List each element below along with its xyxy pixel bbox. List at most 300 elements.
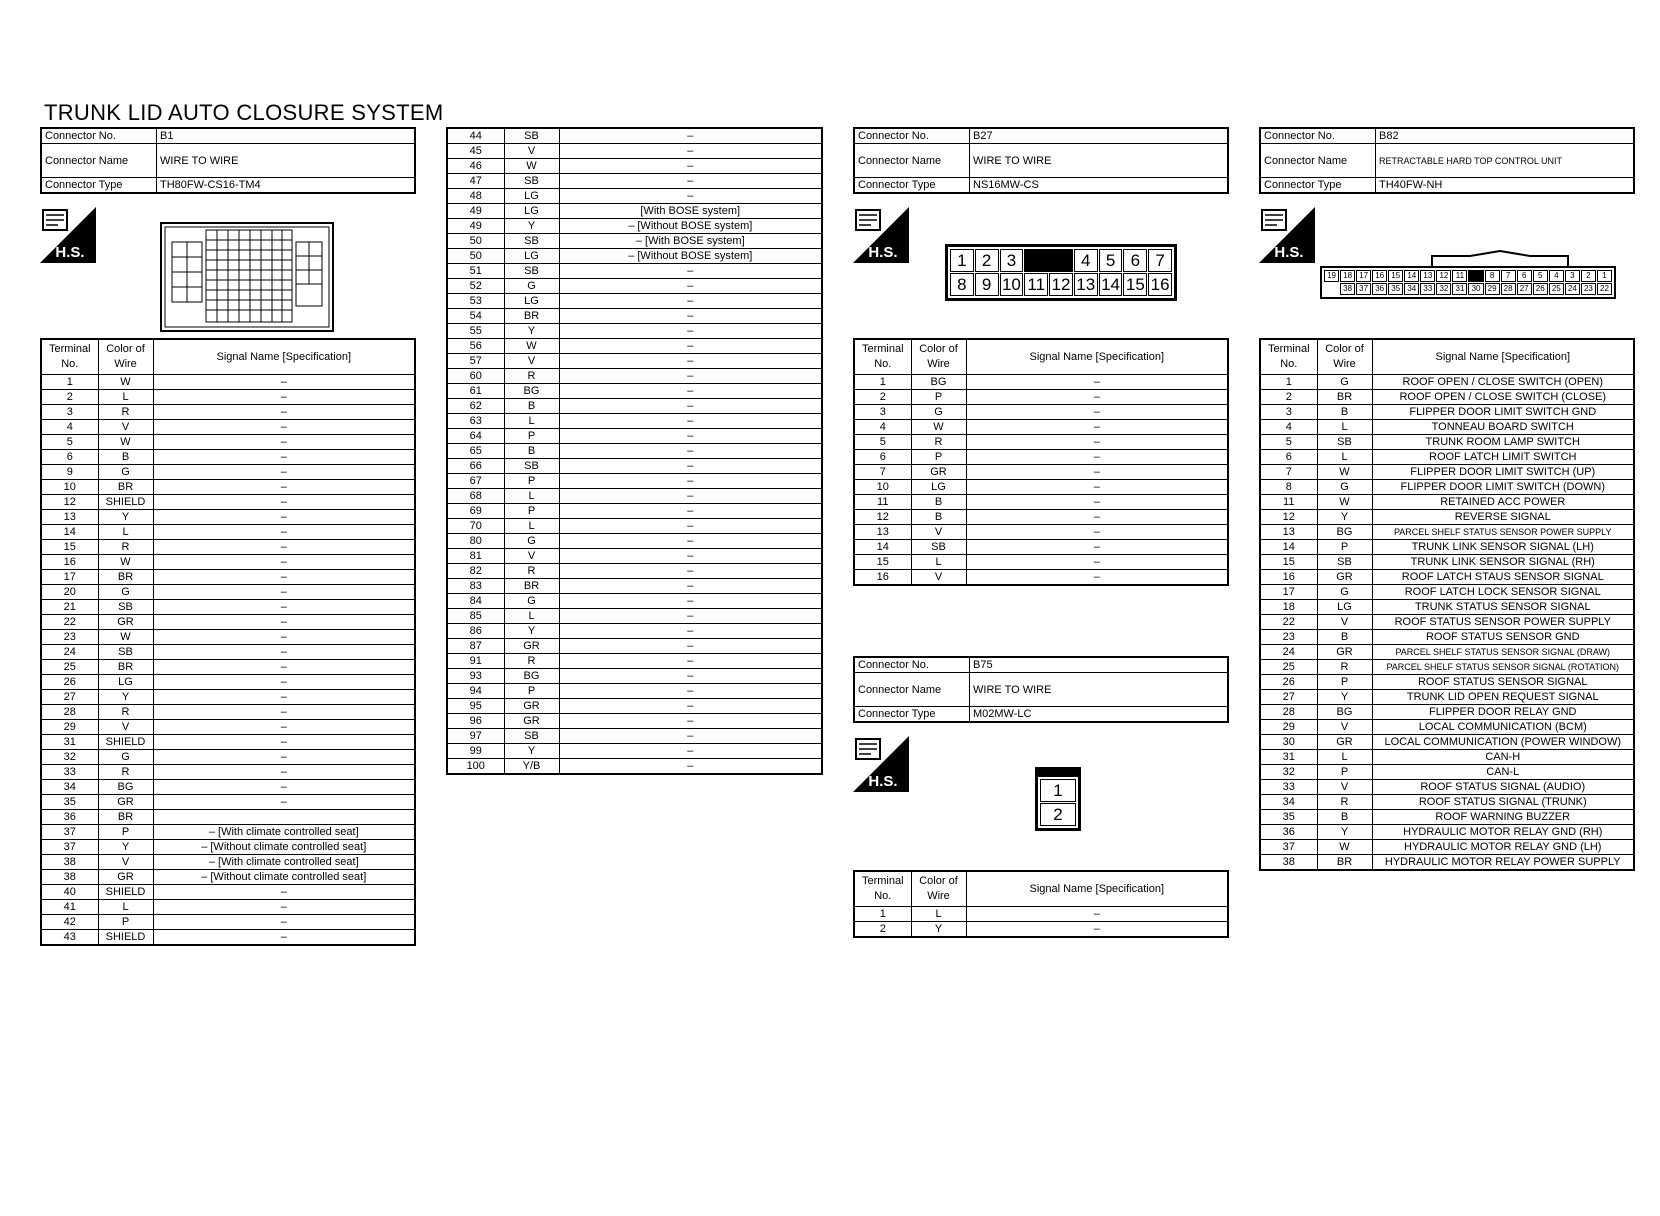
- table-row: [41, 600, 415, 615]
- table-row: [41, 870, 415, 885]
- wire-color: BR: [504, 579, 559, 594]
- wire-color: L: [98, 390, 153, 405]
- signal-name: –: [153, 405, 415, 420]
- signal-name: –: [559, 444, 822, 459]
- wire-color: SB: [504, 234, 559, 249]
- table-row: [447, 219, 822, 234]
- table-row: [41, 750, 415, 765]
- wire-color: BG: [911, 375, 966, 390]
- table-row: [447, 474, 822, 489]
- table-row: [447, 354, 822, 369]
- b82-connector-face-diagram: [1320, 266, 1616, 299]
- page-title: TRUNK LID AUTO CLOSURE SYSTEM: [44, 100, 444, 125]
- signal-name: HYDRAULIC MOTOR RELAY GND (LH): [1372, 840, 1634, 855]
- signal-name: – [With BOSE system]: [559, 234, 822, 249]
- signal-name: TONNEAU BOARD SWITCH: [1372, 420, 1634, 435]
- b27-connector-info: [853, 127, 1229, 194]
- wire-color: P: [98, 825, 153, 840]
- terminal-no: 6: [1260, 450, 1317, 465]
- terminal-no: 20: [41, 585, 98, 600]
- table-row: [1260, 780, 1634, 795]
- table-row: [854, 405, 1228, 420]
- table-row: [447, 684, 822, 699]
- table-row: [41, 555, 415, 570]
- connector-pin: 16: [1372, 270, 1387, 282]
- wire-color: Y: [911, 922, 966, 938]
- signal-name: FLIPPER DOOR LIMIT SWITCH (DOWN): [1372, 480, 1634, 495]
- terminal-no: 13: [1260, 525, 1317, 540]
- terminal-no: 11: [1260, 495, 1317, 510]
- signal-name: HYDRAULIC MOTOR RELAY POWER SUPPLY: [1372, 855, 1634, 871]
- signal-name: –: [153, 795, 415, 810]
- terminal-no: 15: [41, 540, 98, 555]
- terminal-no: 47: [447, 174, 504, 189]
- table-row: [1260, 585, 1634, 600]
- wire-color: Y: [504, 744, 559, 759]
- connector-pin: 34: [1404, 283, 1419, 295]
- table-row: [447, 128, 822, 144]
- table-row: [41, 585, 415, 600]
- connector-pin: 1: [1597, 270, 1612, 282]
- wire-color: BR: [98, 480, 153, 495]
- terminal-no: 31: [41, 735, 98, 750]
- terminal-no: 4: [41, 420, 98, 435]
- wire-color: L: [98, 900, 153, 915]
- table-row: [41, 630, 415, 645]
- signal-name: HYDRAULIC MOTOR RELAY GND (RH): [1372, 825, 1634, 840]
- terminal-no: 81: [447, 549, 504, 564]
- signal-name: –: [559, 624, 822, 639]
- wire-color: Y: [504, 324, 559, 339]
- wire-color: P: [504, 684, 559, 699]
- terminal-no: 63: [447, 414, 504, 429]
- wire-color: Y/B: [504, 759, 559, 775]
- terminal-no: 31: [1260, 750, 1317, 765]
- wire-color: G: [911, 405, 966, 420]
- table-row: [1260, 465, 1634, 480]
- table-row: [854, 420, 1228, 435]
- wire-color: V: [504, 144, 559, 159]
- table-row: [447, 234, 822, 249]
- hs-icon: [40, 207, 96, 263]
- connector-pin: 6: [1123, 249, 1147, 272]
- signal-name: –: [153, 645, 415, 660]
- b27-terminal-table: [853, 338, 1229, 586]
- wire-color: B: [911, 510, 966, 525]
- signal-name: –: [559, 429, 822, 444]
- table-row: [1260, 615, 1634, 630]
- table-row: [41, 855, 415, 870]
- signal-name: –: [559, 759, 822, 775]
- terminal-no: 1: [854, 375, 911, 390]
- wire-color: G: [504, 594, 559, 609]
- connector-pin: 13: [1074, 273, 1098, 296]
- terminal-no: 14: [41, 525, 98, 540]
- connector-pin: 2: [1040, 803, 1076, 826]
- terminal-no: 35: [1260, 810, 1317, 825]
- connector-pin: 35: [1388, 283, 1403, 295]
- label: Connector No.: [1260, 128, 1376, 144]
- table-row: [41, 375, 415, 390]
- table-row: [1260, 645, 1634, 660]
- terminal-no: 14: [1260, 540, 1317, 555]
- terminal-no: 36: [1260, 825, 1317, 840]
- b27-connector-name: WIRE TO WIRE: [970, 144, 1229, 178]
- table-row: [447, 594, 822, 609]
- connector-pin: 4: [1074, 249, 1098, 272]
- signal-name: –: [153, 570, 415, 585]
- table-row: [854, 510, 1228, 525]
- wire-color: V: [911, 525, 966, 540]
- table-row: [447, 489, 822, 504]
- terminal-no: 28: [1260, 705, 1317, 720]
- terminal-no: 5: [854, 435, 911, 450]
- wire-color: G: [1317, 375, 1372, 390]
- wire-color: W: [1317, 495, 1372, 510]
- connector-pin: 12: [1436, 270, 1451, 282]
- wire-color: GR: [1317, 645, 1372, 660]
- terminal-no: 22: [1260, 615, 1317, 630]
- hs-label: H.S.: [868, 244, 898, 261]
- table-row: [1260, 690, 1634, 705]
- table-row: [1260, 630, 1634, 645]
- wire-color: L: [504, 519, 559, 534]
- terminal-no: 99: [447, 744, 504, 759]
- connector-pin: 14: [1099, 273, 1123, 296]
- terminal-no: 33: [41, 765, 98, 780]
- terminal-no: 97: [447, 729, 504, 744]
- terminal-no: 65: [447, 444, 504, 459]
- terminal-no: 69: [447, 504, 504, 519]
- terminal-no: 25: [41, 660, 98, 675]
- wire-color: SHIELD: [98, 930, 153, 946]
- wire-color: L: [1317, 450, 1372, 465]
- signal-name: –: [559, 159, 822, 174]
- terminal-no: 83: [447, 579, 504, 594]
- table-row: [41, 840, 415, 855]
- wire-color: SB: [98, 645, 153, 660]
- table-row: [1260, 540, 1634, 555]
- wire-color: V: [1317, 615, 1372, 630]
- signal-name: –: [966, 435, 1228, 450]
- label: Connector Type: [854, 707, 970, 723]
- table-row: [1260, 855, 1634, 871]
- hs-label: H.S.: [1274, 244, 1304, 261]
- terminal-no: 13: [41, 510, 98, 525]
- table-row: [447, 444, 822, 459]
- terminal-no: 16: [41, 555, 98, 570]
- signal-name: –: [559, 324, 822, 339]
- terminal-no: 7: [854, 465, 911, 480]
- table-row: [41, 435, 415, 450]
- table-row: [854, 495, 1228, 510]
- signal-name: CAN-L: [1372, 765, 1634, 780]
- signal-name: –: [153, 885, 415, 900]
- signal-name: –: [966, 465, 1228, 480]
- wire-color: BG: [98, 780, 153, 795]
- connector-pin: 32: [1436, 283, 1451, 295]
- terminal-no: 23: [41, 630, 98, 645]
- wire-color: P: [504, 504, 559, 519]
- signal-name: –: [153, 540, 415, 555]
- signal-name: ROOF OPEN / CLOSE SWITCH (OPEN): [1372, 375, 1634, 390]
- wire-color: W: [1317, 465, 1372, 480]
- signal-name: –: [559, 669, 822, 684]
- table-row: [854, 922, 1228, 938]
- wire-color: SB: [1317, 435, 1372, 450]
- wire-color: LG: [504, 189, 559, 204]
- wire-color: W: [98, 630, 153, 645]
- wire-color: SHIELD: [98, 495, 153, 510]
- wire-color: BR: [1317, 855, 1372, 871]
- signal-name: –: [559, 264, 822, 279]
- table-row: [447, 339, 822, 354]
- table-row: [41, 540, 415, 555]
- table-row: [41, 795, 415, 810]
- wire-color: R: [504, 654, 559, 669]
- wire-color: R: [98, 765, 153, 780]
- terminal-no: 49: [447, 219, 504, 234]
- wire-color: P: [1317, 675, 1372, 690]
- table-row: [41, 810, 415, 825]
- terminal-no: 30: [1260, 735, 1317, 750]
- signal-name: PARCEL SHELF STATUS SENSOR SIGNAL (DRAW): [1372, 645, 1634, 660]
- wire-color: BR: [98, 810, 153, 825]
- table-row: [447, 669, 822, 684]
- connector-pin: 10: [1000, 273, 1024, 296]
- signal-name: –: [153, 765, 415, 780]
- label: Connector Name: [854, 144, 970, 178]
- signal-name: –: [153, 525, 415, 540]
- terminal-no: 27: [41, 690, 98, 705]
- terminal-no: 37: [1260, 840, 1317, 855]
- table-row: [41, 495, 415, 510]
- wire-color: BR: [98, 660, 153, 675]
- terminal-no: 82: [447, 564, 504, 579]
- signal-name: –: [153, 930, 415, 946]
- wire-color: G: [1317, 585, 1372, 600]
- pin-spacer: [1324, 283, 1339, 295]
- connector-pin: 33: [1420, 283, 1435, 295]
- connector-pin: 8: [950, 273, 974, 296]
- terminal-no: 37: [41, 840, 98, 855]
- terminal-no: 45: [447, 144, 504, 159]
- b75-connector-no: B75: [970, 657, 1229, 673]
- terminal-no: 24: [1260, 645, 1317, 660]
- b82-connector-no: B82: [1376, 128, 1635, 144]
- signal-name: PARCEL SHELF STATUS SENSOR SIGNAL (ROTATION): [1372, 660, 1634, 675]
- wire-color: L: [911, 907, 966, 922]
- connector-pin: 30: [1468, 283, 1483, 295]
- header-color-of-wire: Color of Wire: [911, 871, 966, 907]
- table-row: [1260, 555, 1634, 570]
- label: Connector Name: [854, 673, 970, 707]
- hs-label: H.S.: [868, 773, 898, 790]
- signal-name: –: [559, 699, 822, 714]
- terminal-no: 66: [447, 459, 504, 474]
- signal-name: –: [559, 279, 822, 294]
- table-row: [41, 720, 415, 735]
- connector-pin: 3: [1565, 270, 1580, 282]
- terminal-no: 85: [447, 609, 504, 624]
- connector-pin: 24: [1565, 283, 1580, 295]
- terminal-no: 68: [447, 489, 504, 504]
- wire-color: W: [504, 159, 559, 174]
- wire-color: Y: [1317, 510, 1372, 525]
- connector-pin: 5: [1533, 270, 1548, 282]
- signal-name: ROOF STATUS SIGNAL (TRUNK): [1372, 795, 1634, 810]
- wire-color: P: [911, 390, 966, 405]
- table-row: [854, 435, 1228, 450]
- signal-name: ROOF LATCH STAUS SENSOR SIGNAL: [1372, 570, 1634, 585]
- wire-color: Y: [98, 510, 153, 525]
- table-row: [41, 900, 415, 915]
- wire-color: V: [504, 549, 559, 564]
- wire-color: BG: [504, 669, 559, 684]
- wire-color: R: [98, 705, 153, 720]
- terminal-no: 60: [447, 369, 504, 384]
- connector-pin: 3: [1000, 249, 1024, 272]
- table-row: [447, 384, 822, 399]
- terminal-no: 49: [447, 204, 504, 219]
- signal-name: –: [966, 540, 1228, 555]
- wire-color: GR: [98, 615, 153, 630]
- signal-name: TRUNK LID OPEN REQUEST SIGNAL: [1372, 690, 1634, 705]
- terminal-no: 34: [1260, 795, 1317, 810]
- label: Connector No.: [854, 657, 970, 673]
- signal-name: –: [153, 435, 415, 450]
- wire-color: P: [911, 450, 966, 465]
- header-color-of-wire: Color of Wire: [911, 339, 966, 375]
- table-row: [447, 309, 822, 324]
- terminal-no: 18: [1260, 600, 1317, 615]
- wire-color: SB: [504, 128, 559, 144]
- terminal-no: 2: [1260, 390, 1317, 405]
- wire-color: LG: [504, 204, 559, 219]
- table-row: [447, 609, 822, 624]
- wire-color: B: [504, 444, 559, 459]
- table-row: [1260, 390, 1634, 405]
- terminal-no: 53: [447, 294, 504, 309]
- terminal-no: 32: [41, 750, 98, 765]
- table-row: [854, 907, 1228, 922]
- wire-color: Y: [98, 690, 153, 705]
- table-row: [1260, 810, 1634, 825]
- table-row: [1260, 405, 1634, 420]
- connector-pin: 18: [1340, 270, 1355, 282]
- connector-pin: 11: [1024, 273, 1048, 296]
- table-row: [447, 159, 822, 174]
- signal-name: REVERSE SIGNAL: [1372, 510, 1634, 525]
- terminal-no: 17: [41, 570, 98, 585]
- wire-color: LG: [98, 675, 153, 690]
- b1-connector-no: B1: [157, 128, 416, 144]
- hs-label: H.S.: [55, 244, 85, 261]
- terminal-no: 44: [447, 128, 504, 144]
- b82-connector-name: RETRACTABLE HARD TOP CONTROL UNIT: [1376, 144, 1635, 178]
- terminal-no: 22: [41, 615, 98, 630]
- terminal-no: 35: [41, 795, 98, 810]
- wire-color: LG: [504, 294, 559, 309]
- connector-pin: 29: [1485, 283, 1500, 295]
- terminal-no: 2: [41, 390, 98, 405]
- terminal-no: 16: [1260, 570, 1317, 585]
- wire-color: R: [98, 405, 153, 420]
- b75-connector-info: [853, 656, 1229, 723]
- table-row: [41, 675, 415, 690]
- signal-name: ROOF WARNING BUZZER: [1372, 810, 1634, 825]
- table-row: [1260, 720, 1634, 735]
- terminal-no: 43: [41, 930, 98, 946]
- table-row: [447, 654, 822, 669]
- wire-color: W: [1317, 840, 1372, 855]
- label: Connector Type: [1260, 178, 1376, 194]
- wire-color: L: [911, 555, 966, 570]
- wire-color: LG: [1317, 600, 1372, 615]
- terminal-no: 46: [447, 159, 504, 174]
- signal-name: –: [153, 555, 415, 570]
- table-row: [447, 699, 822, 714]
- signal-name: –: [153, 915, 415, 930]
- signal-name: RETAINED ACC POWER: [1372, 495, 1634, 510]
- signal-name: –: [559, 128, 822, 144]
- signal-name: –: [153, 675, 415, 690]
- table-row: [447, 714, 822, 729]
- b27-connector-no: B27: [970, 128, 1229, 144]
- signal-name: –: [153, 780, 415, 795]
- terminal-no: 29: [1260, 720, 1317, 735]
- connector-pin: 13: [1420, 270, 1435, 282]
- hs-icon: [853, 736, 909, 792]
- terminal-no: 23: [1260, 630, 1317, 645]
- table-row: [1260, 570, 1634, 585]
- keyway-block: [1468, 270, 1483, 282]
- signal-name: – [Without BOSE system]: [559, 249, 822, 264]
- signal-name: –: [153, 705, 415, 720]
- terminal-no: 32: [1260, 765, 1317, 780]
- table-row: [1260, 660, 1634, 675]
- wire-color: SB: [504, 174, 559, 189]
- wire-color: W: [98, 435, 153, 450]
- table-row: [447, 324, 822, 339]
- wire-color: G: [504, 534, 559, 549]
- wire-color: BG: [504, 384, 559, 399]
- terminal-no: 86: [447, 624, 504, 639]
- table-row: [1260, 675, 1634, 690]
- wire-color: GR: [504, 639, 559, 654]
- terminal-no: 4: [1260, 420, 1317, 435]
- wire-color: V: [98, 720, 153, 735]
- table-row: [41, 885, 415, 900]
- wire-color: SB: [504, 729, 559, 744]
- signal-name: –: [966, 525, 1228, 540]
- table-row: [41, 915, 415, 930]
- wire-color: GR: [911, 465, 966, 480]
- terminal-no: 11: [854, 495, 911, 510]
- table-row: [447, 519, 822, 534]
- signal-name: –: [559, 384, 822, 399]
- wire-color: SB: [911, 540, 966, 555]
- terminal-no: 5: [41, 435, 98, 450]
- table-row: [447, 369, 822, 384]
- wire-color: V: [911, 570, 966, 586]
- terminal-no: 91: [447, 654, 504, 669]
- terminal-no: 50: [447, 234, 504, 249]
- signal-name: –: [559, 354, 822, 369]
- table-row: [447, 279, 822, 294]
- wire-color: BG: [1317, 525, 1372, 540]
- connector-pin: 7: [1501, 270, 1516, 282]
